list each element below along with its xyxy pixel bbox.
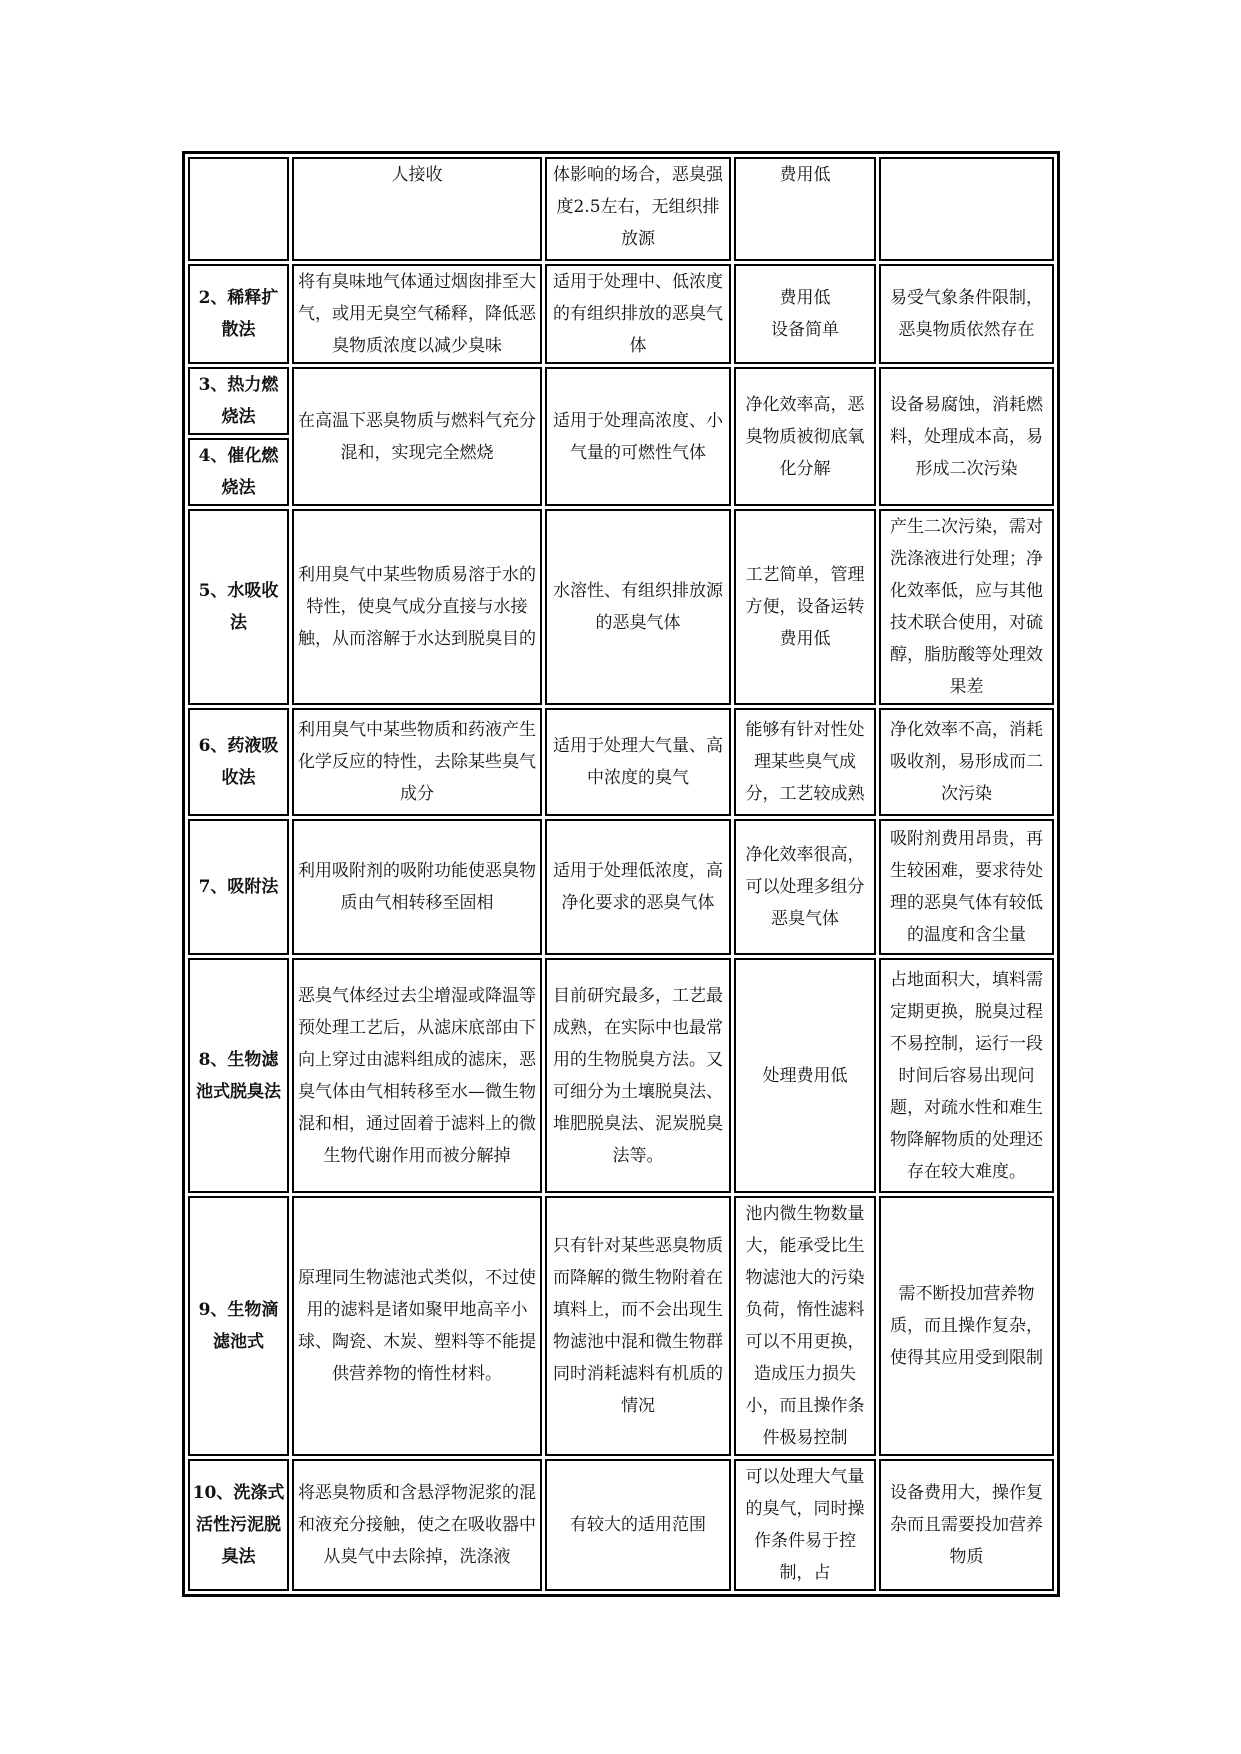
advantage-cell: 池内微生物数量大，能承受比生物滤池大的污染负荷，惰性滤料可以不用更换，造成压力损失小，而且操作条件极易控制 [734, 1196, 876, 1456]
advantage-cell: 费用低 [734, 157, 876, 261]
scope-cell: 适用于处理低浓度，高净化要求的恶臭气体 [545, 819, 731, 955]
table-row [188, 819, 1054, 955]
disadvantage-cell: 设备费用大，操作复杂而且需要投加营养物质 [879, 1459, 1054, 1591]
disadvantage-cell: 易受气象条件限制，恶臭物质依然存在 [879, 264, 1054, 364]
principle-cell: 利用吸附剂的吸附功能使恶臭物质由气相转移至固相 [292, 819, 542, 955]
disadvantage-cell [879, 157, 1054, 261]
advantage-cell: 能够有针对性处理某些臭气成分，工艺较成熟 [734, 708, 876, 816]
principle-cell: 利用臭气中某些物质和药液产生化学反应的特性，去除某些臭气成分 [292, 708, 542, 816]
scope-cell: 适用于处理高浓度、小气量的可燃性气体 [545, 367, 731, 506]
disadvantage-cell: 净化效率不高，消耗吸收剂，易形成而二次污染 [879, 708, 1054, 816]
principle-cell: 在高温下恶臭物质与燃料气充分混和，实现完全燃烧 [292, 367, 542, 506]
advantage-cell: 费用低 设备简单 [734, 264, 876, 364]
principle-cell: 原理同生物滤池式类似，不过使用的滤料是诸如聚甲地高辛小球、陶瓷、木炭、塑料等不能提供营养物的惰性材料。 [292, 1196, 542, 1456]
method-cell: 8、生物滤池式脱臭法 [188, 958, 289, 1193]
scope-cell: 只有针对某些恶臭物质而降解的微生物附着在填料上，而不会出现生物滤池中混和微生物群同时消耗滤料有机质的情况 [545, 1196, 731, 1456]
method-cell: 5、水吸收法 [188, 509, 289, 705]
scope-cell: 适用于处理大气量、高中浓度的臭气 [545, 708, 731, 816]
method-cell: 9、生物滴滤池式 [188, 1196, 289, 1456]
principle-cell: 将有臭味地气体通过烟囱排至大气，或用无臭空气稀释，降低恶臭物质浓度以减少臭味 [292, 264, 542, 364]
method-cell: 6、药液吸收法 [188, 708, 289, 816]
method-cell [188, 157, 289, 261]
table-row [188, 1196, 1054, 1456]
table-row [188, 708, 1054, 816]
method-cell: 2、稀释扩散法 [188, 264, 289, 364]
deodorization-methods-table [182, 151, 1060, 1597]
method-cell: 7、吸附法 [188, 819, 289, 955]
principle-cell: 将恶臭物质和含悬浮物泥浆的混和液充分接触，使之在吸收器中从臭气中去除掉，洗涤液 [292, 1459, 542, 1591]
table-row [188, 958, 1054, 1193]
method-cell: 3、热力燃烧法 [188, 367, 289, 435]
method-cell: 4、催化燃烧法 [188, 438, 289, 506]
advantage-cell: 净化效率很高，可以处理多组分恶臭气体 [734, 819, 876, 955]
scope-cell: 适用于处理中、低浓度的有组织排放的恶臭气体 [545, 264, 731, 364]
scope-cell: 水溶性、有组织排放源的恶臭气体 [545, 509, 731, 705]
method-cell: 10、洗涤式活性污泥脱臭法 [188, 1459, 289, 1591]
principle-cell: 人接收 [292, 157, 542, 261]
principle-cell: 利用臭气中某些物质易溶于水的特性，使臭气成分直接与水接触，从而溶解于水达到脱臭目的 [292, 509, 542, 705]
scope-cell: 目前研究最多，工艺最成熟，在实际中也最常用的生物脱臭方法。又可细分为土壤脱臭法、堆肥脱臭法、泥炭脱臭法等。 [545, 958, 731, 1193]
advantage-cell: 工艺简单，管理方便，设备运转费用低 [734, 509, 876, 705]
table-row [188, 157, 1054, 261]
table-row [188, 367, 1054, 435]
table-row [188, 264, 1054, 364]
disadvantage-cell: 吸附剂费用昂贵，再生较困难，要求待处理的恶臭气体有较低的温度和含尘量 [879, 819, 1054, 955]
disadvantage-cell: 占地面积大，填料需定期更换，脱臭过程不易控制，运行一段时间后容易出现问题，对疏水性和难生物降解物质的处理还存在较大难度。 [879, 958, 1054, 1193]
advantage-cell: 净化效率高，恶臭物质被彻底氧化分解 [734, 367, 876, 506]
disadvantage-cell: 产生二次污染，需对洗涤液进行处理；净化效率低，应与其他技术联合使用，对硫醇，脂肪酸等处理效果差 [879, 509, 1054, 705]
table-row [188, 509, 1054, 705]
principle-cell: 恶臭气体经过去尘增湿或降温等预处理工艺后，从滤床底部由下向上穿过由滤料组成的滤床，恶臭气体由气相转移至水—微生物混和相，通过固着于滤料上的微生物代谢作用而被分解掉 [292, 958, 542, 1193]
scope-cell: 体影响的场合，恶臭强度2.5左右，无组织排放源 [545, 157, 731, 261]
scope-cell: 有较大的适用范围 [545, 1459, 731, 1591]
disadvantage-cell: 设备易腐蚀，消耗燃料，处理成本高，易形成二次污染 [879, 367, 1054, 506]
table-row [188, 1459, 1054, 1591]
disadvantage-cell: 需不断投加营养物质，而且操作复杂，使得其应用受到限制 [879, 1196, 1054, 1456]
advantage-cell: 可以处理大气量的臭气，同时操作条件易于控制，占 [734, 1459, 876, 1591]
advantage-cell: 处理费用低 [734, 958, 876, 1193]
